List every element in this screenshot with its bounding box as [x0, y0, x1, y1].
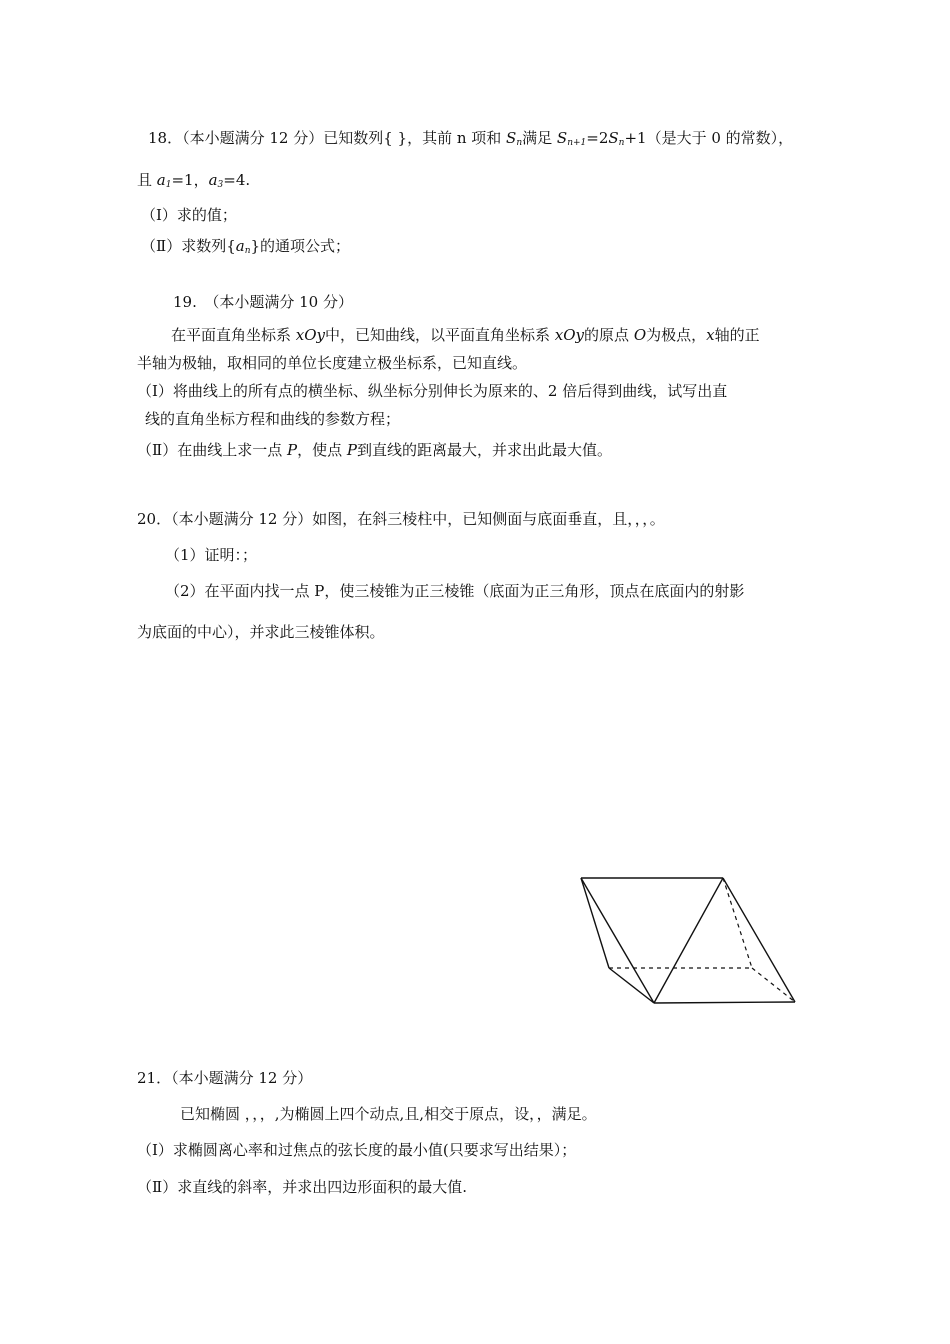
q21-part1: （Ⅰ）求椭圆离心率和过焦点的弦长度的最小值(只要求写出结果）； — [137, 1141, 577, 1159]
q20-part2-line2: 为底面的中心），并求此三棱锥体积。 — [137, 623, 385, 641]
prism-left-lateral-edge — [581, 878, 609, 968]
q18-stem: 18．（本小题满分 12 分）已知数列{ }，其前 n 项和 $S_n$满足 $S_{n+1}=2S_n+1$（是大于 0 的常数）， — [148, 129, 794, 148]
q21-part2: （Ⅱ）求直线的斜率，并求出四边形面积的最大值. — [137, 1178, 467, 1196]
q20-part1: （1）证明：； — [165, 546, 258, 564]
prism-hidden-right-edge — [752, 968, 795, 1002]
q18-part2: （Ⅱ）求数列$\{a_n\}$的通项公式； — [141, 237, 351, 256]
q19-header: 19. （本小题满分 10 分） — [173, 293, 353, 311]
prism-bottom-front-edge — [654, 1002, 795, 1003]
prism-bottom-left-edge — [609, 968, 654, 1003]
prism-hidden-lateral-edge — [723, 878, 752, 968]
q21-header: 21．（本小题满分 12 分） — [137, 1069, 313, 1087]
q18-initial-values: 且 $a_1=1$，$a_3=4$. — [137, 171, 251, 190]
q19-para1: 在平面直角坐标系 xOy中，已知曲线，以平面直角坐标系 xOy的原点 O为极点，x轴的正 — [171, 326, 760, 344]
q20-stem: 20．（本小题满分 12 分）如图，在斜三棱柱中，已知侧面与底面垂直，且，，，。 — [137, 510, 665, 528]
prism-right-lateral-edge — [723, 878, 795, 1002]
q19-part1-line1: （Ⅰ）将曲线上的所有点的横坐标、纵坐标分别伸长为原来的、2 倍后得到曲线，试写出直 — [137, 382, 728, 400]
q19-part1-line2: 线的直角坐标方程和曲线的参数方程； — [145, 410, 401, 428]
oblique-prism-figure — [575, 872, 805, 1010]
q19-part2: （Ⅱ）在曲线上求一点 P，使点 P到直线的距离最大，并求出此最大值。 — [137, 441, 612, 459]
q18-part1: （Ⅰ）求的值； — [141, 206, 237, 224]
prism-middle-edge — [654, 878, 723, 1003]
q20-part2-line1: （2）在平面内找一点 P，使三棱锥为正三棱锥（底面为正三角形，顶点在底面内的射影 — [165, 582, 745, 600]
q21-stem: 已知椭圆 ，，，,为椭圆上四个动点,且,相交于原点，设，，满足。 — [180, 1105, 597, 1123]
prism-left-diagonal-edge — [581, 878, 654, 1003]
q19-para2: 半轴为极轴，取相同的单位长度建立极坐标系，已知直线。 — [137, 354, 528, 372]
